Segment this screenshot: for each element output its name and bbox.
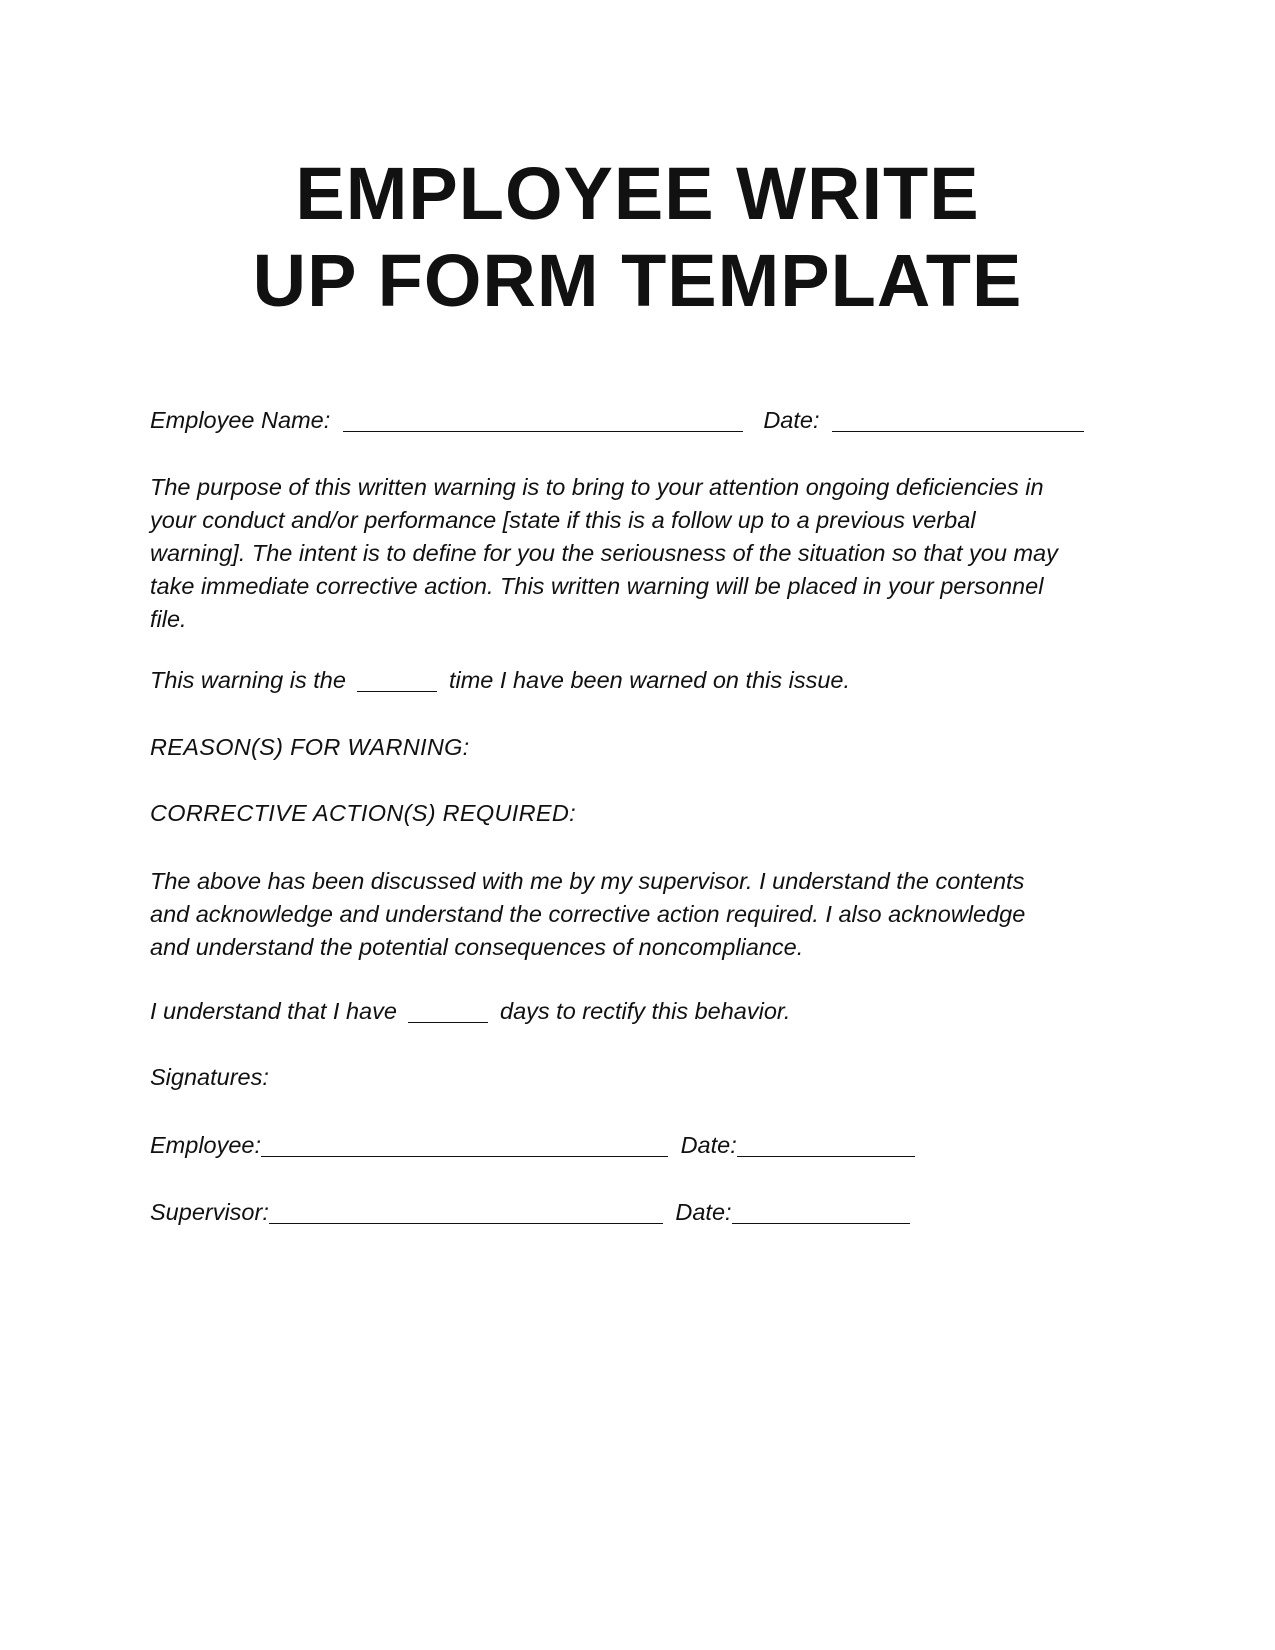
purpose-line: take immediate corrective action. This written warning will be placed in your personnel [150,573,1044,599]
employee-signature-label: Employee: [150,1132,262,1158]
purpose-line: The purpose of this written warning is to bring to your attention ongoing deficiencies in [150,474,1044,500]
supervisor-signature-label: Supervisor: [150,1199,269,1225]
rectify-suffix: days to rectify this behavior. [500,998,791,1024]
acknowledgement-line: and understand the potential consequences of noncompliance. [150,934,804,960]
acknowledgement-line: The above has been discussed with me by my supervisor. I understand the contents [150,868,1025,894]
page-title [0,150,1275,324]
title-line-2: UP FORM TEMPLATE [252,239,1023,322]
employee-name-field[interactable] [343,411,743,432]
supervisor-signature-field[interactable] [269,1203,663,1224]
employee-name-row [150,404,1130,437]
title-line-1: EMPLOYEE WRITE [295,152,980,235]
supervisor-date-label: Date: [675,1199,732,1225]
purpose-line: warning]. The intent is to define for you the seriousness of the situation so that you may [150,540,1058,566]
purpose-paragraph [150,471,1130,636]
employee-name-label: Employee Name: [150,407,331,433]
purpose-line: file. [150,606,187,632]
date-label: Date: [763,407,820,433]
reasons-heading: REASON(S) FOR WARNING: [150,734,470,760]
warning-count-row [150,664,1130,697]
warning-count-suffix: time I have been warned on this issue. [448,667,851,693]
acknowledgement-paragraph [150,865,1130,964]
supervisor-date-field[interactable] [732,1203,910,1224]
warning-count-prefix: This warning is the [150,667,346,693]
employee-date-label: Date: [680,1132,737,1158]
employee-signature-field[interactable] [261,1136,668,1157]
signatures-heading: Signatures: [150,1064,269,1090]
date-field[interactable] [832,411,1084,432]
supervisor-signature-row [150,1196,1130,1229]
employee-signature-row [150,1129,1130,1162]
rectify-prefix: I understand that I have [150,998,397,1024]
purpose-line: your conduct and/or performance [state if this is a follow up to a previous verbal [150,507,976,533]
employee-date-field[interactable] [737,1136,915,1157]
corrective-heading: CORRECTIVE ACTION(S) REQUIRED: [150,800,576,826]
rectify-days-field[interactable] [408,1002,488,1023]
rectify-row [150,995,1130,1028]
acknowledgement-line: and acknowledge and understand the corrective action required. I also acknowledge [150,901,1026,927]
warning-count-field[interactable] [357,671,437,692]
